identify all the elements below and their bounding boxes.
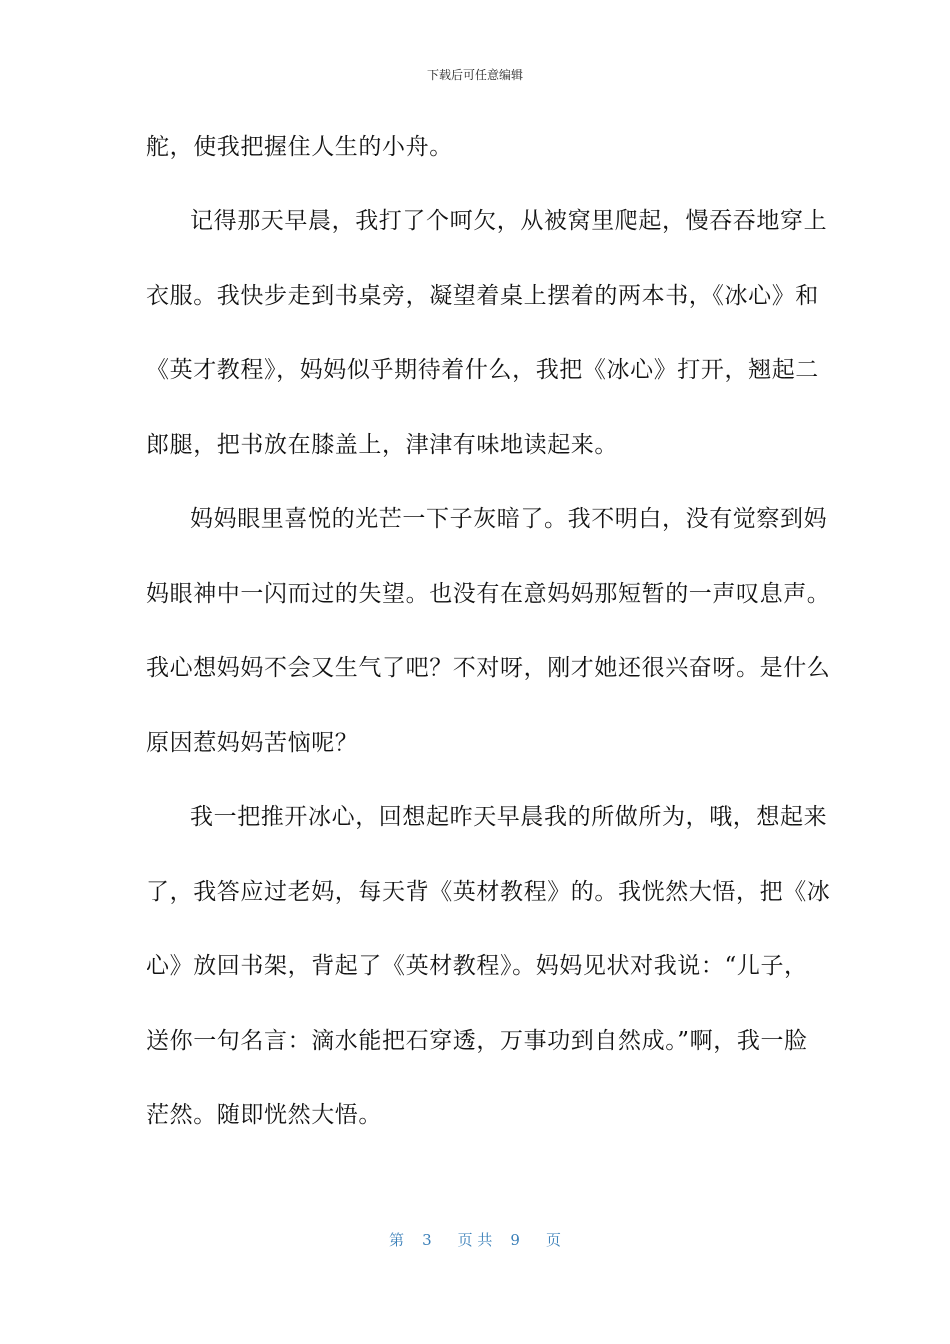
text-line: 衣服。我快步走到书桌旁，凝望着桌上摆着的两本书，《冰心》和 — [146, 283, 819, 309]
footer-middle: 页 共 — [457, 1231, 493, 1249]
text-line: 郎腿，把书放在膝盖上，津津有味地读起来。 — [146, 432, 618, 458]
page-footer — [0, 1229, 950, 1250]
text-line: 送你一句名言：滴水能把石穿透，万事功到自然成。”啊，我一脸 — [146, 1028, 808, 1054]
current-page-number: 3 — [422, 1231, 432, 1249]
footer-suffix: 页 — [545, 1231, 561, 1249]
text-line: 我一把推开冰心，回想起昨天早晨我的所做所为，哦，想起来 — [190, 804, 828, 830]
page-header: 下载后可任意编辑 — [426, 68, 523, 82]
text-line: 原因惹妈妈苦恼呢？ — [146, 730, 359, 756]
text-line: 心》放回书架，背起了《英材教程》。妈妈见状对我说：“儿子， — [146, 953, 808, 979]
text-line: 了，我答应过老妈，每天背《英材教程》的。我恍然大悟，把《冰 — [146, 879, 831, 905]
text-line: 茫然。随即恍然大悟。 — [146, 1102, 382, 1128]
total-pages-number: 9 — [510, 1231, 520, 1249]
footer-prefix: 第 — [389, 1231, 405, 1249]
text-line: 妈眼神中一闪而过的失望。也没有在意妈妈那短暂的一声叹息声。 — [146, 581, 831, 607]
text-line: 《英才教程》，妈妈似乎期待着什么，我把《冰心》打开，翘起二 — [146, 357, 819, 383]
text-line: 舵，使我把握住人生的小舟。 — [146, 134, 453, 160]
text-line: 记得那天早晨，我打了个呵欠，从被窝里爬起，慢吞吞地穿上 — [190, 208, 828, 234]
text-line: 妈妈眼里喜悦的光芒一下子灰暗了。我不明白，没有觉察到妈 — [190, 506, 828, 532]
text-line: 我心想妈妈不会又生气了吧？不对呀，刚才她还很兴奋呀。是什么 — [146, 655, 831, 681]
